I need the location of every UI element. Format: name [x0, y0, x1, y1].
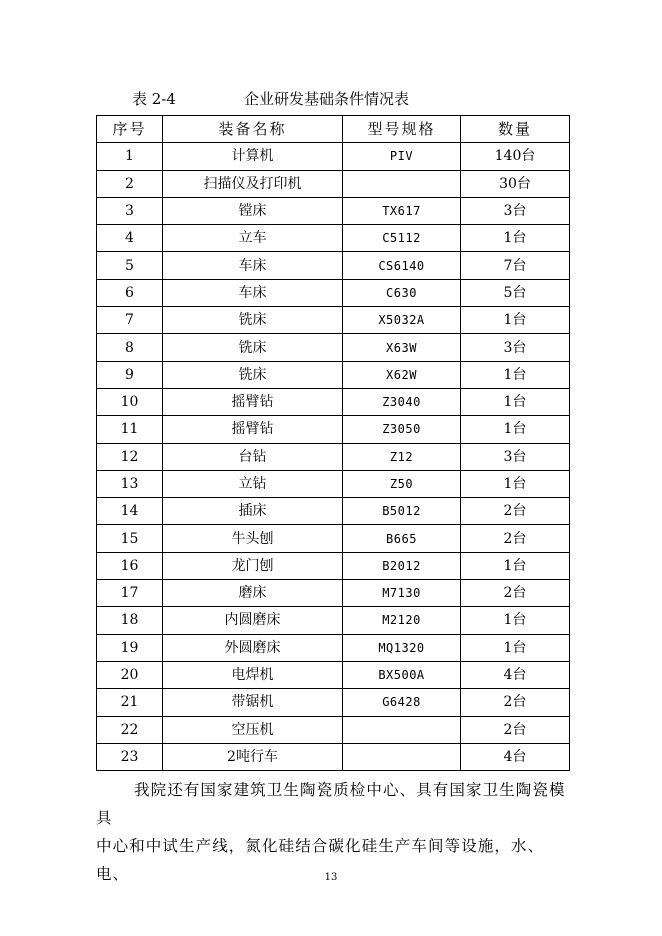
cell-equipment-name: 铣床	[163, 307, 343, 334]
cell-equipment-name: 龙门刨	[163, 552, 343, 579]
cell-quantity: 30台	[461, 170, 570, 197]
cell-quantity: 2台	[461, 498, 570, 525]
cell-equipment-name: 磨床	[163, 580, 343, 607]
cell-quantity: 5台	[461, 279, 570, 306]
cell-equipment-name: 镗床	[163, 197, 343, 224]
cell-serial: 12	[97, 443, 163, 470]
header-equipment-name: 装备名称	[163, 116, 343, 143]
table-row	[97, 143, 570, 170]
cell-equipment-name: 铣床	[163, 334, 343, 361]
cell-serial: 1	[97, 143, 163, 170]
table-row	[97, 716, 570, 743]
cell-model-spec: Z12	[343, 443, 461, 470]
cell-model-spec: X63W	[343, 334, 461, 361]
cell-quantity: 1台	[461, 552, 570, 579]
cell-quantity: 4台	[461, 661, 570, 688]
table-row	[97, 470, 570, 497]
cell-model-spec: Z3040	[343, 388, 461, 415]
table-row	[97, 388, 570, 415]
cell-model-spec: PIV	[343, 143, 461, 170]
cell-model-spec: M7130	[343, 580, 461, 607]
cell-quantity: 3台	[461, 443, 570, 470]
table-row	[97, 416, 570, 443]
cell-model-spec: C5112	[343, 225, 461, 252]
cell-serial: 18	[97, 607, 163, 634]
cell-serial: 20	[97, 661, 163, 688]
cell-quantity: 2台	[461, 689, 570, 716]
cell-quantity: 1台	[461, 416, 570, 443]
cell-serial: 7	[97, 307, 163, 334]
cell-model-spec: X5032A	[343, 307, 461, 334]
cell-equipment-name: 带锯机	[163, 689, 343, 716]
cell-equipment-name: 计算机	[163, 143, 343, 170]
cell-equipment-name: 车床	[163, 252, 343, 279]
cell-equipment-name: 铣床	[163, 361, 343, 388]
cell-model-spec: Z50	[343, 470, 461, 497]
cell-model-spec: Z3050	[343, 416, 461, 443]
cell-equipment-name: 车床	[163, 279, 343, 306]
table-row	[97, 307, 570, 334]
cell-model-spec: B665	[343, 525, 461, 552]
cell-serial: 23	[97, 743, 163, 770]
cell-equipment-name: 2吨行车	[163, 743, 343, 770]
cell-model-spec: G6428	[343, 689, 461, 716]
cell-serial: 5	[97, 252, 163, 279]
table-row	[97, 252, 570, 279]
cell-quantity: 1台	[461, 307, 570, 334]
cell-model-spec: MQ1320	[343, 634, 461, 661]
cell-serial: 9	[97, 361, 163, 388]
cell-model-spec: BX500A	[343, 661, 461, 688]
table-body	[97, 143, 570, 771]
cell-quantity: 2台	[461, 580, 570, 607]
cell-serial: 2	[97, 170, 163, 197]
page-number: 13	[324, 872, 338, 883]
cell-quantity: 2台	[461, 716, 570, 743]
cell-model-spec: B5012	[343, 498, 461, 525]
cell-serial: 6	[97, 279, 163, 306]
table-row	[97, 225, 570, 252]
table-row	[97, 197, 570, 224]
cell-serial: 10	[97, 388, 163, 415]
cell-model-spec: C630	[343, 279, 461, 306]
cell-quantity: 3台	[461, 197, 570, 224]
table-row	[97, 443, 570, 470]
cell-equipment-name: 内圆磨床	[163, 607, 343, 634]
table-row	[97, 580, 570, 607]
cell-quantity: 1台	[461, 361, 570, 388]
cell-serial: 22	[97, 716, 163, 743]
cell-quantity: 1台	[461, 607, 570, 634]
cell-equipment-name: 扫描仪及打印机	[163, 170, 343, 197]
cell-serial: 14	[97, 498, 163, 525]
table-row	[97, 552, 570, 579]
cell-equipment-name: 摇臂钻	[163, 388, 343, 415]
cell-model-spec	[343, 170, 461, 197]
cell-equipment-name: 外圆磨床	[163, 634, 343, 661]
table-row	[97, 743, 570, 770]
cell-serial: 13	[97, 470, 163, 497]
paragraph-line-2: 中心和中试生产线，氮化硅结合碳化硅生产车间等设施，水、电、	[96, 837, 545, 883]
cell-serial: 21	[97, 689, 163, 716]
table-row	[97, 634, 570, 661]
cell-quantity: 1台	[461, 388, 570, 415]
cell-equipment-name: 插床	[163, 498, 343, 525]
cell-quantity: 1台	[461, 634, 570, 661]
table-title: 企业研发基础条件情况表	[244, 90, 410, 108]
header-quantity: 数量	[461, 116, 570, 143]
cell-quantity: 3台	[461, 334, 570, 361]
cell-serial: 11	[97, 416, 163, 443]
cell-model-spec	[343, 743, 461, 770]
cell-serial: 3	[97, 197, 163, 224]
cell-equipment-name: 立车	[163, 225, 343, 252]
cell-serial: 15	[97, 525, 163, 552]
cell-equipment-name: 空压机	[163, 716, 343, 743]
table-row	[97, 361, 570, 388]
equipment-table	[96, 115, 570, 771]
table-row	[97, 525, 570, 552]
cell-equipment-name: 电焊机	[163, 661, 343, 688]
cell-serial: 4	[97, 225, 163, 252]
cell-model-spec: M2120	[343, 607, 461, 634]
cell-equipment-name: 立钻	[163, 470, 343, 497]
cell-quantity: 1台	[461, 470, 570, 497]
paragraph-line-1: 我院还有国家建筑卫生陶瓷质检中心、具有国家卫生陶瓷模具	[96, 781, 566, 827]
cell-quantity: 1台	[461, 225, 570, 252]
cell-equipment-name: 牛头刨	[163, 525, 343, 552]
table-row	[97, 498, 570, 525]
table-caption	[132, 88, 409, 109]
table-row	[97, 689, 570, 716]
table-header-row	[97, 116, 570, 143]
table-row	[97, 279, 570, 306]
cell-model-spec: B2012	[343, 552, 461, 579]
cell-serial: 8	[97, 334, 163, 361]
table-row	[97, 607, 570, 634]
cell-equipment-name: 台钻	[163, 443, 343, 470]
cell-serial: 17	[97, 580, 163, 607]
cell-quantity: 140台	[461, 143, 570, 170]
cell-quantity: 7台	[461, 252, 570, 279]
table-row	[97, 661, 570, 688]
table-row	[97, 334, 570, 361]
table-number: 表 2-4	[132, 90, 176, 108]
cell-model-spec: TX617	[343, 197, 461, 224]
cell-quantity: 4台	[461, 743, 570, 770]
header-model-spec: 型号规格	[343, 116, 461, 143]
cell-quantity: 2台	[461, 525, 570, 552]
header-serial: 序号	[97, 116, 163, 143]
cell-serial: 16	[97, 552, 163, 579]
cell-model-spec	[343, 716, 461, 743]
cell-serial: 19	[97, 634, 163, 661]
cell-model-spec: CS6140	[343, 252, 461, 279]
table-row	[97, 170, 570, 197]
cell-model-spec: X62W	[343, 361, 461, 388]
cell-equipment-name: 摇臂钻	[163, 416, 343, 443]
